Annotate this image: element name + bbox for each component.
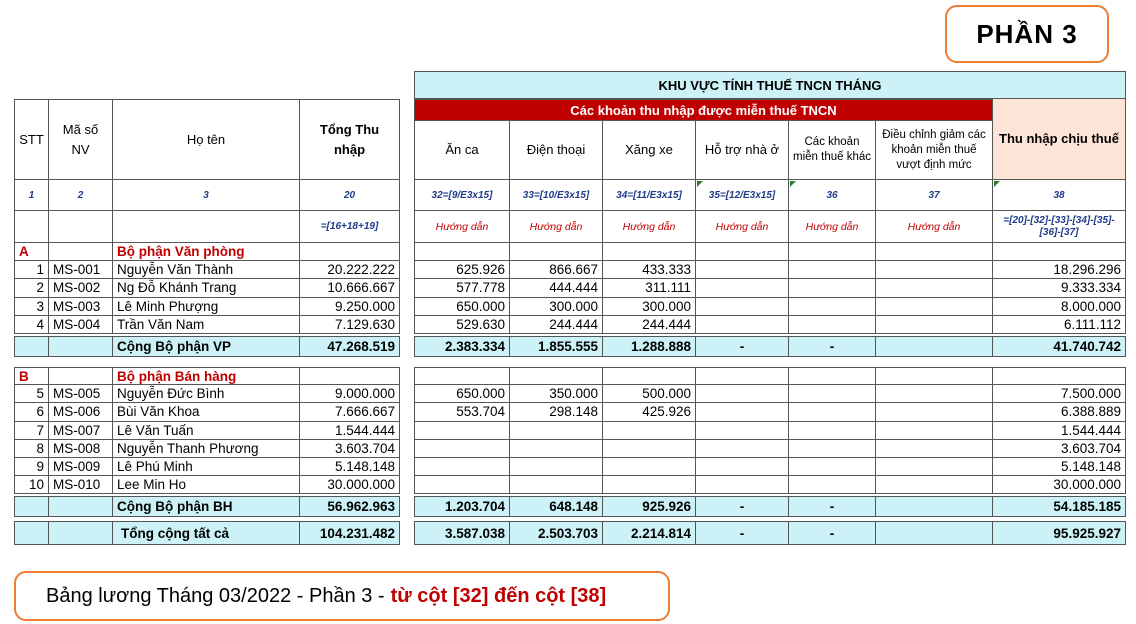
row-total-income: 9.250.000: [300, 298, 400, 316]
exempt-income-header: Các khoản thu nhập được miễn thuế TNCN: [414, 99, 993, 121]
row-housing: [696, 403, 789, 421]
row-adjustment: [876, 385, 993, 403]
column-index: 3: [113, 180, 300, 211]
header-fuel: Xăng xe: [603, 121, 696, 180]
subtotal-meal: 2.383.334: [414, 336, 510, 357]
empty-cell: [789, 367, 876, 385]
header-total-income: Tổng Thu nhập: [300, 99, 400, 180]
note-marker-icon: [994, 181, 1000, 187]
row-housing: [696, 422, 789, 440]
row-stt: 2: [14, 279, 49, 297]
row-housing: [696, 385, 789, 403]
row-housing: [696, 316, 789, 334]
subtotal-fuel: 1.288.888: [603, 336, 696, 357]
row-meal: 650.000: [414, 298, 510, 316]
row-meal: 625.926: [414, 261, 510, 279]
guide-link: Hướng dẫn: [414, 211, 510, 243]
subtotal-total-income: 104.231.482: [300, 521, 400, 545]
guide-link: Hướng dẫn: [876, 211, 993, 243]
tax-area-header: KHU VỰC TÍNH THUẾ TNCN THÁNG: [414, 71, 1126, 99]
row-taxable-income: 6.388.889: [993, 403, 1126, 421]
header-employee-code: Mã số NV: [49, 99, 113, 180]
row-fuel: 425.926: [603, 403, 696, 421]
header-name: Họ tên: [113, 99, 300, 180]
row-fuel: 311.111: [603, 279, 696, 297]
row-meal: [414, 440, 510, 458]
row-stt: 3: [14, 298, 49, 316]
row-meal: 577.778: [414, 279, 510, 297]
row-taxable-income: 9.333.334: [993, 279, 1126, 297]
guide-link: Hướng dẫn: [696, 211, 789, 243]
row-phone: 444.444: [510, 279, 603, 297]
row-other-exempt: [789, 385, 876, 403]
empty-cell: [510, 243, 603, 261]
empty-cell: [14, 521, 49, 545]
row-employee-code: MS-010: [49, 476, 113, 494]
row-other-exempt: [789, 440, 876, 458]
row-total-income: 9.000.000: [300, 385, 400, 403]
row-phone: 350.000: [510, 385, 603, 403]
subtotal-taxable-income: 41.740.742: [993, 336, 1126, 357]
subtotal-adjustment: [876, 336, 993, 357]
row-phone: [510, 458, 603, 476]
empty-cell: [510, 367, 603, 385]
row-adjustment: [876, 403, 993, 421]
empty-cell: [993, 367, 1126, 385]
row-taxable-income: 7.500.000: [993, 385, 1126, 403]
caption-highlight: từ cột [32] đến cột [38]: [390, 584, 607, 607]
empty-cell: [14, 211, 49, 243]
row-other-exempt: [789, 298, 876, 316]
empty-cell: [14, 336, 49, 357]
row-meal: 650.000: [414, 385, 510, 403]
column-index: 37: [876, 180, 993, 211]
guide-link: Hướng dẫn: [789, 211, 876, 243]
subtotal-phone: 2.503.703: [510, 521, 603, 545]
subtotal-other-exempt: -: [789, 336, 876, 357]
empty-cell: [993, 243, 1126, 261]
subtotal-meal: 1.203.704: [414, 496, 510, 517]
subtotal-other-exempt: -: [789, 521, 876, 545]
row-taxable-income: 1.544.444: [993, 422, 1126, 440]
row-employee-name: Lee Min Ho: [113, 476, 300, 494]
row-stt: 1: [14, 261, 49, 279]
column-index: 1: [14, 180, 49, 211]
row-employee-code: MS-006: [49, 403, 113, 421]
empty-cell: [49, 336, 113, 357]
row-fuel: [603, 440, 696, 458]
row-fuel: 244.444: [603, 316, 696, 334]
row-other-exempt: [789, 279, 876, 297]
row-stt: 4: [14, 316, 49, 334]
guide-link: Hướng dẫn: [603, 211, 696, 243]
caption-box: [14, 571, 670, 621]
empty-cell: [603, 367, 696, 385]
row-adjustment: [876, 440, 993, 458]
subtotal-taxable-income: 95.925.927: [993, 521, 1126, 545]
row-employee-code: MS-007: [49, 422, 113, 440]
row-taxable-income: 5.148.148: [993, 458, 1126, 476]
empty-cell: [49, 496, 113, 517]
subtotal-fuel: 925.926: [603, 496, 696, 517]
empty-cell: [49, 243, 113, 261]
row-adjustment: [876, 476, 993, 494]
empty-cell: [49, 367, 113, 385]
empty-cell: [14, 496, 49, 517]
row-adjustment: [876, 298, 993, 316]
row-stt: 7: [14, 422, 49, 440]
row-taxable-income: 3.603.704: [993, 440, 1126, 458]
row-other-exempt: [789, 261, 876, 279]
row-phone: [510, 440, 603, 458]
row-employee-name: Lê Phú Minh: [113, 458, 300, 476]
row-meal: [414, 422, 510, 440]
note-marker-icon: [790, 181, 796, 187]
formula-total: =[16+18+19]: [300, 211, 400, 243]
row-other-exempt: [789, 403, 876, 421]
row-employee-code: MS-008: [49, 440, 113, 458]
caption-text: Bảng lương Tháng 03/2022 - Phần 3 -: [46, 584, 385, 607]
row-fuel: 300.000: [603, 298, 696, 316]
column-index: 2: [49, 180, 113, 211]
header-adjustment: Điều chỉnh giảm các khoản miễn thuế vượt định mức: [876, 121, 993, 180]
row-adjustment: [876, 279, 993, 297]
column-index: 38: [993, 180, 1126, 211]
row-taxable-income: 18.296.296: [993, 261, 1126, 279]
row-employee-code: MS-003: [49, 298, 113, 316]
row-housing: [696, 261, 789, 279]
empty-cell: [300, 367, 400, 385]
row-meal: 529.630: [414, 316, 510, 334]
row-other-exempt: [789, 476, 876, 494]
row-fuel: 433.333: [603, 261, 696, 279]
subtotal-label: Tổng cộng tất cả: [113, 521, 300, 545]
row-taxable-income: 6.111.112: [993, 316, 1126, 334]
row-total-income: 20.222.222: [300, 261, 400, 279]
row-employee-code: MS-002: [49, 279, 113, 297]
row-total-income: 5.148.148: [300, 458, 400, 476]
section-name: Bộ phận Văn phòng: [113, 243, 300, 261]
row-phone: [510, 422, 603, 440]
empty-cell: [414, 243, 510, 261]
row-adjustment: [876, 422, 993, 440]
row-employee-name: Ng Đỗ Khánh Trang: [113, 279, 300, 297]
row-employee-name: Lê Văn Tuấn: [113, 422, 300, 440]
row-stt: 9: [14, 458, 49, 476]
row-stt: 6: [14, 403, 49, 421]
row-employee-code: MS-009: [49, 458, 113, 476]
header-meal: Ăn ca: [414, 121, 510, 180]
row-total-income: 30.000.000: [300, 476, 400, 494]
formula-taxable: =[20]-[32]-[33]-[34]-[35]-[36]-[37]: [993, 211, 1126, 243]
empty-cell: [113, 211, 300, 243]
row-phone: [510, 476, 603, 494]
row-other-exempt: [789, 422, 876, 440]
empty-cell: [696, 243, 789, 261]
subtotal-label: Cộng Bộ phận BH: [113, 496, 300, 517]
row-housing: [696, 298, 789, 316]
empty-cell: [876, 243, 993, 261]
row-housing: [696, 458, 789, 476]
header-phone: Điện thoại: [510, 121, 603, 180]
subtotal-housing: -: [696, 336, 789, 357]
row-total-income: 7.129.630: [300, 316, 400, 334]
row-stt: 10: [14, 476, 49, 494]
subtotal-fuel: 2.214.814: [603, 521, 696, 545]
header-stt: STT: [14, 99, 49, 180]
row-employee-name: Nguyễn Đức Bình: [113, 385, 300, 403]
row-total-income: 1.544.444: [300, 422, 400, 440]
row-employee-name: Nguyễn Thanh Phương: [113, 440, 300, 458]
empty-cell: [789, 243, 876, 261]
row-fuel: 500.000: [603, 385, 696, 403]
section-name: Bộ phận Bán hàng: [113, 367, 300, 385]
subtotal-total-income: 47.268.519: [300, 336, 400, 357]
subtotal-meal: 3.587.038: [414, 521, 510, 545]
subtotal-adjustment: [876, 496, 993, 517]
row-employee-code: MS-001: [49, 261, 113, 279]
row-other-exempt: [789, 316, 876, 334]
column-index: 33=[10/E3x15]: [510, 180, 603, 211]
row-fuel: [603, 458, 696, 476]
row-employee-code: MS-005: [49, 385, 113, 403]
row-taxable-income: 8.000.000: [993, 298, 1126, 316]
row-adjustment: [876, 261, 993, 279]
row-total-income: 7.666.667: [300, 403, 400, 421]
row-meal: [414, 458, 510, 476]
row-housing: [696, 279, 789, 297]
row-employee-code: MS-004: [49, 316, 113, 334]
header-other-exempt: Các khoản miễn thuế khác: [789, 121, 876, 180]
empty-cell: [49, 521, 113, 545]
row-stt: 5: [14, 385, 49, 403]
subtotal-adjustment: [876, 521, 993, 545]
empty-cell: [49, 211, 113, 243]
empty-cell: [876, 367, 993, 385]
row-phone: 244.444: [510, 316, 603, 334]
row-fuel: [603, 422, 696, 440]
subtotal-other-exempt: -: [789, 496, 876, 517]
row-housing: [696, 476, 789, 494]
part-badge: PHẦN 3: [945, 5, 1109, 63]
subtotal-taxable-income: 54.185.185: [993, 496, 1126, 517]
subtotal-housing: -: [696, 521, 789, 545]
row-employee-name: Bùi Văn Khoa: [113, 403, 300, 421]
row-adjustment: [876, 458, 993, 476]
empty-cell: [696, 367, 789, 385]
section-letter: A: [14, 243, 49, 261]
header-taxable-income: Thu nhập chịu thuế: [993, 99, 1126, 180]
subtotal-phone: 648.148: [510, 496, 603, 517]
row-employee-name: Lê Minh Phượng: [113, 298, 300, 316]
row-taxable-income: 30.000.000: [993, 476, 1126, 494]
empty-cell: [414, 367, 510, 385]
row-fuel: [603, 476, 696, 494]
row-total-income: 3.603.704: [300, 440, 400, 458]
row-meal: [414, 476, 510, 494]
subtotal-label: Cộng Bộ phận VP: [113, 336, 300, 357]
row-housing: [696, 440, 789, 458]
subtotal-housing: -: [696, 496, 789, 517]
row-other-exempt: [789, 458, 876, 476]
empty-cell: [603, 243, 696, 261]
row-phone: 300.000: [510, 298, 603, 316]
row-meal: 553.704: [414, 403, 510, 421]
row-total-income: 10.666.667: [300, 279, 400, 297]
note-marker-icon: [697, 181, 703, 187]
empty-cell: [300, 243, 400, 261]
row-adjustment: [876, 316, 993, 334]
subtotal-phone: 1.855.555: [510, 336, 603, 357]
header-housing: Hỗ trợ nhà ở: [696, 121, 789, 180]
row-employee-name: Nguyễn Văn Thành: [113, 261, 300, 279]
column-index: 20: [300, 180, 400, 211]
subtotal-total-income: 56.962.963: [300, 496, 400, 517]
row-stt: 8: [14, 440, 49, 458]
row-employee-name: Trần Văn Nam: [113, 316, 300, 334]
row-phone: 298.148: [510, 403, 603, 421]
guide-link: Hướng dẫn: [510, 211, 603, 243]
row-phone: 866.667: [510, 261, 603, 279]
column-index: 35=[12/E3x15]: [696, 180, 789, 211]
column-index: 32=[9/E3x15]: [414, 180, 510, 211]
section-letter: B: [14, 367, 49, 385]
column-index: 34=[11/E3x15]: [603, 180, 696, 211]
column-index: 36: [789, 180, 876, 211]
